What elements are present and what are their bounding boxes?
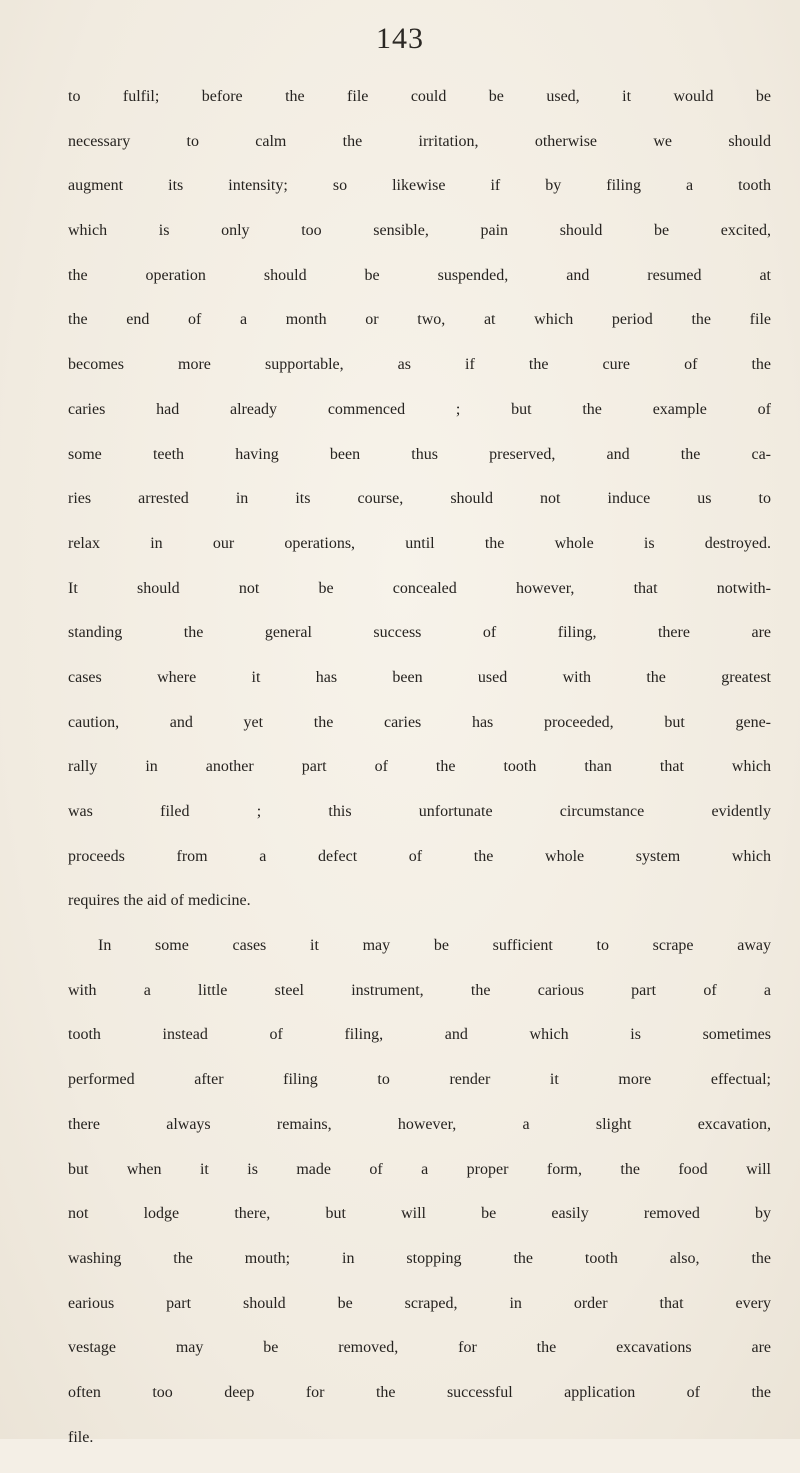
text-line: proceeds from a defect of the whole system which (68, 847, 771, 865)
text-line: not lodge there, but will be easily removed by (68, 1205, 771, 1223)
text-line: which is only too sensible, pain should be excited, (68, 222, 771, 240)
text-line: caution, and yet the caries has proceeded, but gene- (68, 713, 771, 731)
text-line: rally in another part of the tooth than that which (68, 758, 771, 776)
text-line: was filed ; this unfortunate circumstance evidently (68, 803, 771, 820)
text-line: but when it is made of a proper form, the food will (68, 1160, 771, 1178)
text-line: relax in our operations, until the whole is destroyed. (68, 534, 771, 552)
text-line: cases where it has been used with the greatest (68, 668, 771, 686)
text-line: earious part should be scraped, in order that every (68, 1294, 771, 1312)
body-text (68, 88, 771, 1473)
text-line: the end of a month or two, at which period the file (68, 311, 771, 329)
text-line: some teeth having been thus preserved, and the ca- (68, 445, 771, 463)
text-line: augment its intensity; so likewise if by filing a tooth (68, 177, 771, 195)
page-number: 143 (376, 22, 424, 55)
text-line: becomes more supportable, as if the cure of the (68, 356, 771, 374)
text-line: performed after filing to render it more effectual; (68, 1071, 771, 1089)
text-line: often too deep for the successful application of the (68, 1383, 771, 1401)
text-line-paragraph-start: In some cases it may be sufficient to scrape away (98, 937, 771, 955)
text-line: washing the mouth; in stopping the tooth also, the (68, 1249, 771, 1267)
text-line-paragraph-end: file. (68, 1428, 94, 1446)
text-line: necessary to calm the irritation, otherwise we should (68, 132, 771, 150)
text-line: ries arrested in its course, should not induce us to (68, 490, 771, 508)
text-line: It should not be concealed however, that notwith- (68, 579, 771, 597)
text-line-paragraph-end: requires the aid of medicine. (68, 892, 251, 910)
text-line: tooth instead of filing, and which is sometimes (68, 1026, 771, 1044)
text-line: standing the general success of filing, there are (68, 624, 771, 642)
text-line: the operation should be suspended, and resumed at (68, 266, 771, 284)
text-line: caries had already commenced ; but the example of (68, 400, 771, 418)
text-line: there always remains, however, a slight excavation, (68, 1115, 771, 1133)
text-line: vestage may be removed, for the excavations are (68, 1339, 771, 1357)
text-line: to fulfil; before the file could be used, it would be (68, 88, 771, 105)
text-line: with a little steel instrument, the carious part of a (68, 981, 771, 999)
